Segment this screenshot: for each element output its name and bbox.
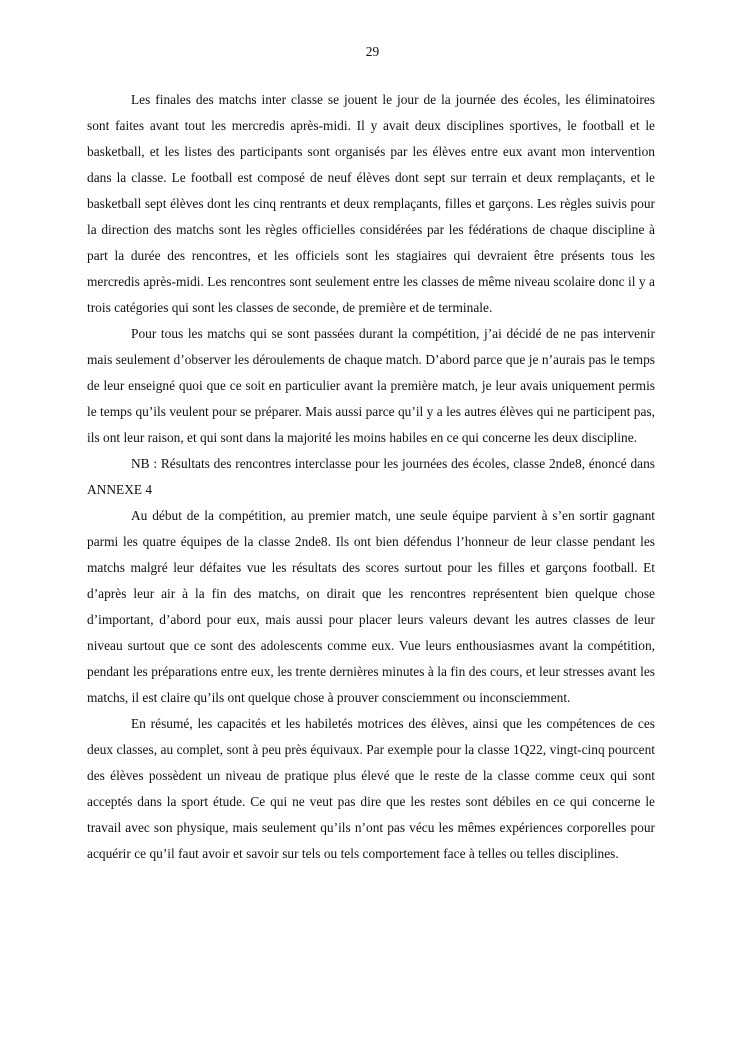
paragraph-competition-rules: Les finales des matchs inter classe se jouent le jour de la journée des écoles, les éliminatoires sont faites avant tout les mercredis après-midi. Il y avait deux disciplines sportives, le football et le basketball, et les listes des participants sont organisés par les élèves entre eux avant mon intervention dans la classe. Le football est composé de neuf élèves dont sept sur terrain et deux remplaçants, et le basketball sept élèves dont les cinq rentrants et deux remplaçants, filles et garçons. Les règles suivis pour la direction des matchs sont les règles officielles considérées par les fédérations de chaque discipline à part la durée des rencontres, et les officiels sont les stagiaires qui devraient être présents tous les mercredis après-midi. Les rencontres sont seulement entre les classes de même niveau scolaire donc il y a trois catégories qui sont les classes de seconde, de première et de terminale. — [87, 92, 655, 315]
paragraph-observation-approach: Pour tous les matchs qui se sont passées durant la compétition, j’ai décidé de ne pas intervenir mais seulement d’observer les déroulements de chaque match. D’abord parce que je n’aurais pas le temps de leur enseigné quoi que ce soit en particulier avant la première match, je leur avais uniquement permis le temps qu’ils veulent pour se préparer. Mais aussi parce qu’il y a les autres élèves qui ne participent pas, ils ont leur raison, et qui sont dans la majorité les moins habiles en ce qui concerne les deux discipline. — [87, 326, 655, 445]
paragraph-summary: En résumé, les capacités et les habiletés motrices des élèves, ainsi que les compétences de ces deux classes, au complet, sont à peu près équivaux. Par exemple pour la classe 1Q22, vingt-cinq pourcent des élèves possèdent un niveau de pratique plus élevé que le reste de la classe comme ceux qui sont acceptés dans la sport étude. Ce qui ne veut pas dire que les restes sont débiles en ce qui concerne le travail avec son physique, mais seulement qu’ils n’ont pas vécu les mêmes expériences corporelles pour acquérir ce qu’il faut avoir et savoir sur tels ou tels comportement face à telles ou telles disciplines. — [87, 716, 655, 861]
paragraph-annex-note: NB : Résultats des rencontres interclasse pour les journées des écoles, classe 2nde8, énoncé dans ANNEXE 4 — [87, 456, 655, 497]
page-number: 29 — [365, 44, 380, 59]
body-text — [87, 87, 655, 867]
paragraph-first-match-results: Au début de la compétition, au premier match, une seule équipe parvient à s’en sortir gagnant parmi les quatre équipes de la classe 2nde8. Ils ont bien défendus l’honneur de leur classe pendant les matchs malgré leur défaites vue les résultats des scores surtout pour les filles et garçons football. Et d’après leur air à la fin des matchs, on dirait que les rencontres représentent bien quelque chose d’important, d’abord pour eux, mais aussi pour placer leurs valeurs devant les autres classes de leur niveau surtout que ce sont des adolescents comme eux. Vue leurs enthousiasmes avant la compétition, pendant les préparations entre eux, les trente dernières minutes à la fin des cours, et leur stresses avant les matchs, il est claire qu’ils ont quelque chose à prouver consciemment ou inconsciemment. — [87, 508, 655, 705]
